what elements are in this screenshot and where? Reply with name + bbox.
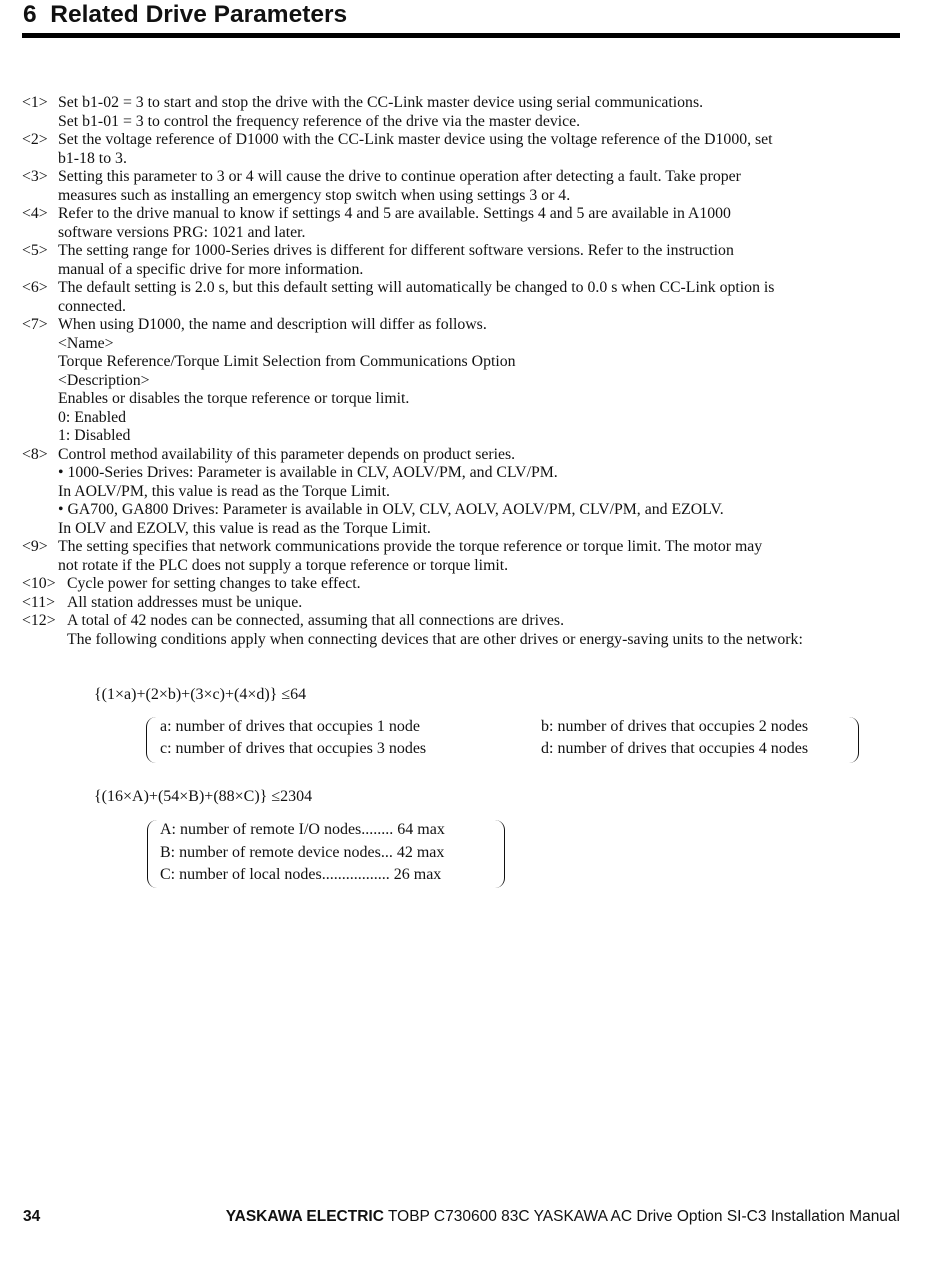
note-line: Torque Reference/Torque Limit Selection from Communications Option [58,353,516,370]
note-item [22,205,902,242]
page-title [23,0,347,30]
definition-remote-io: A: number of remote I/O nodes........ 64 max [160,821,445,838]
left-paren [147,820,157,888]
note-number: <11> [22,593,56,611]
definition-a: a: number of drives that occupies 1 node [160,718,420,735]
note-line: manual of a specific drive for more information. [58,260,364,278]
note-line: Enables or disables the torque reference or torque limit. [58,390,410,407]
note-item [22,168,902,205]
definition-local: C: number of local nodes................. 26 max [160,866,442,883]
definition-remote-device: B: number of remote device nodes... 42 max [160,844,445,861]
note-line: All station addresses must be unique. [67,593,303,611]
note-line: 1: Disabled [58,427,131,444]
note-line: Cycle power for setting changes to take effect. [67,575,361,592]
section-title: Related Drive Parameters [50,1,348,28]
formula-1-definitions [146,717,859,763]
note-line: measures such as installing an emergency stop switch when using settings 3 or 4. [58,186,571,204]
note-item [22,316,902,446]
note-line: When using D1000, the name and description will differ as follows. [58,316,487,333]
note-number: <1> [22,94,48,111]
note-line: • 1000-Series Drives: Parameter is available in CLV, AOLV/PM, and CLV/PM. [58,464,558,481]
note-line: software versions PRG: 1021 and later. [58,223,306,241]
note-line: The following conditions apply when connecting devices that are other drives or energy-saving units to the network: [67,630,803,648]
note-item [22,279,902,316]
note-item [22,94,902,131]
note-line: b1-18 to 3. [58,149,127,167]
note-item [22,242,902,279]
footer-document-title [226,1208,900,1226]
note-number: <6> [22,279,48,296]
note-line: In AOLV/PM, this value is read as the Torque Limit. [58,482,390,500]
note-line: Control method availability of this parameter depends on product series. [58,445,516,463]
footer-doc: TOBP C730600 83C YASKAWA AC Drive Option SI-C3 Installation Manual [383,1208,900,1225]
note-line: In OLV and EZOLV, this value is read as the Torque Limit. [58,519,431,537]
footer-brand: YASKAWA ELECTRIC [225,1208,384,1225]
note-line: The setting specifies that network communications provide the torque reference or torque limit. The motor may [58,538,763,555]
note-line: Set b1-02 = 3 to start and stop the drive with the CC-Link master device using serial communications. [58,94,704,111]
page-number: 34 [23,1208,41,1225]
note-number: <8> [22,445,48,463]
note-number: <5> [22,242,48,259]
note-line: The default setting is 2.0 s, but this default setting will automatically be changed to 0.0 s when CC-Link option is [58,279,775,296]
note-number: <12> [22,612,56,629]
note-line: Setting this parameter to 3 or 4 will cause the drive to continue operation after detecting a fault. Take proper [58,168,741,185]
right-paren [495,820,505,888]
right-paren [849,717,859,763]
note-number: <10> [22,575,56,592]
notes-list [22,94,902,649]
note-item [22,612,902,649]
header-rule [22,33,900,38]
formula-2: {(16×A)+(54×B)+(88×C)} ≤2304 [94,788,313,805]
note-line: Refer to the drive manual to know if settings 4 and 5 are available. Settings 4 and 5 are available in A1000 [58,205,731,222]
note-item [22,131,902,168]
note-item [22,575,902,594]
note-line: • GA700, GA800 Drives: Parameter is available in OLV, CLV, AOLV, AOLV/PM, CLV/PM, and EZOLV. [58,501,724,518]
note-line: 0: Enabled [58,408,126,426]
note-line: The setting range for 1000-Series drives is different for different software versions. Refer to the instruction [58,242,734,259]
left-paren [146,717,156,763]
note-number: <3> [22,168,48,185]
note-number: <7> [22,316,48,333]
note-number: <4> [22,205,48,222]
note-line: Set b1-01 = 3 to control the frequency reference of the drive via the master device. [58,112,581,130]
note-number: <2> [22,131,48,148]
section-number: 6 [23,1,37,28]
formula-2-definitions [147,820,505,888]
note-line: A total of 42 nodes can be connected, assuming that all connections are drives. [67,612,565,629]
note-line: connected. [58,297,126,315]
note-item [22,446,902,539]
note-line: Set the voltage reference of D1000 with the CC-Link master device using the voltage reference of the D1000, set [58,131,773,148]
definition-b: b: number of drives that occupies 2 nodes [541,718,809,735]
note-item [22,538,902,575]
definition-d: d: number of drives that occupies 4 nodes [541,740,809,757]
formula-1: {(1×a)+(2×b)+(3×c)+(4×d)} ≤64 [94,686,307,703]
note-line: not rotate if the PLC does not supply a torque reference or torque limit. [58,556,509,574]
note-line: <Name> [58,334,114,352]
note-line: <Description> [58,371,150,389]
note-number: <9> [22,538,48,555]
definition-c: c: number of drives that occupies 3 nodes [160,740,427,757]
note-item [22,594,902,613]
